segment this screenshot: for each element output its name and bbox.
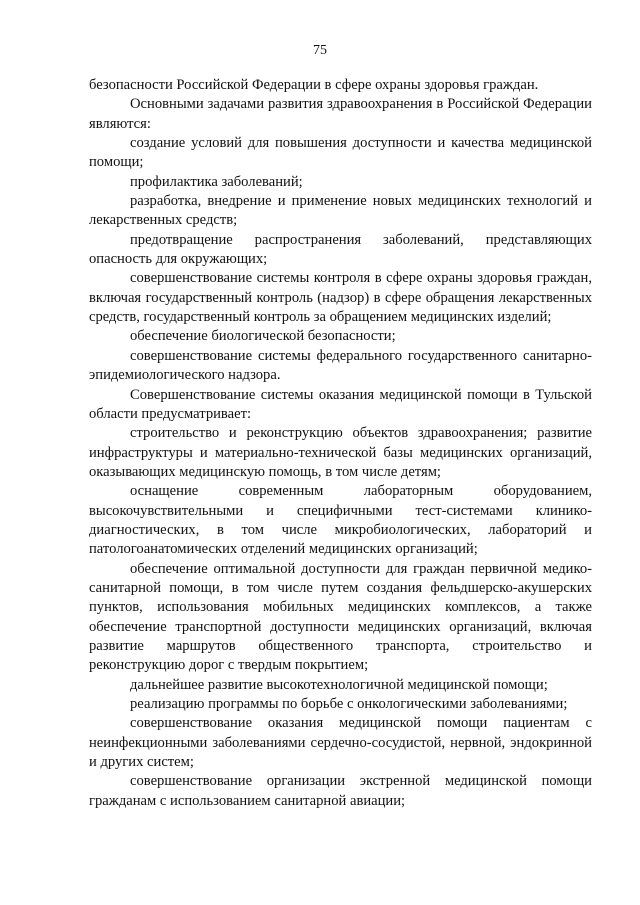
paragraph-continuation: безопасности Российской Федерации в сфере охраны здоровья граждан. — [89, 77, 539, 93]
list-item-air-ambulance: совершенствование организации экстренной медицинской помощи гражданам с использованием санитарной авиации; — [89, 773, 592, 809]
list-item-lab-equipment: оснащение современным лабораторным оборудованием, высокочувствительными и специфичными тест-системами клинико-диагностических, в том числе микробиологических, лабораторий и патологоанатомических отделений медицинских организаций; — [89, 483, 592, 558]
list-item-noncommunicable-care: совершенствование оказания медицинской помощи пациентам с неинфекционными заболеваниями сердечно-сосудистой, нервной, эндокринной и других систем; — [89, 715, 592, 771]
paragraph-main-tasks-intro: Основными задачами развития здравоохранения в Российской Федерации являются: — [89, 96, 592, 132]
list-item-new-technologies: разработка, внедрение и применение новых медицинских технологий и лекарственных средств; — [89, 193, 592, 229]
list-item-primary-care-access: обеспечение оптимальной доступности для граждан первичной медико-санитарной помощи, в том числе путем создания фельдшерско-акушерских пунктов, использования мобильных медицинских комплексов, а также обеспечение транспортной доступности медицинских организаций, включая развитие маршрутов общественного транспорта, строительство и реконструкцию дорог с твердым покрытием; — [89, 560, 592, 674]
paragraph-tula-intro: Совершенствование системы оказания медицинской помощи в Тульской области предусматривает: — [89, 386, 592, 422]
list-item-prevention: профилактика заболеваний; — [130, 173, 303, 190]
page-number: 75 — [313, 43, 327, 58]
list-item-control-system: совершенствование системы контроля в сфере охраны здоровья граждан, включая государственный контроль (надзор) в сфере обращения лекарственных средств, государственный контроль за обращением медицинских изделий; — [89, 270, 592, 326]
list-item-oncology-program: реализацию программы по борьбе с онкологическими заболеваниями; — [130, 696, 568, 712]
list-item-construction: строительство и реконструкцию объектов здравоохранения; развитие инфраструктуры и материально-технической базы медицинских организаций, оказывающих медицинскую помощь, в том числе детям; — [89, 425, 592, 480]
list-item-disease-spread: предотвращение распространения заболеваний, представляющих опасность для окружающих; — [89, 231, 592, 268]
document-body — [89, 76, 592, 811]
list-item-high-tech-care: дальнейшее развитие высокотехнологичной медицинской помощи; — [130, 676, 548, 693]
list-item-biosafety: обеспечение биологической безопасности; — [130, 328, 396, 345]
list-item-sanitary-supervision: совершенствование системы федерального государственного санитарно-эпидемиологического надзора. — [89, 347, 592, 384]
list-item-access-quality: создание условий для повышения доступности и качества медицинской помощи; — [89, 135, 592, 171]
